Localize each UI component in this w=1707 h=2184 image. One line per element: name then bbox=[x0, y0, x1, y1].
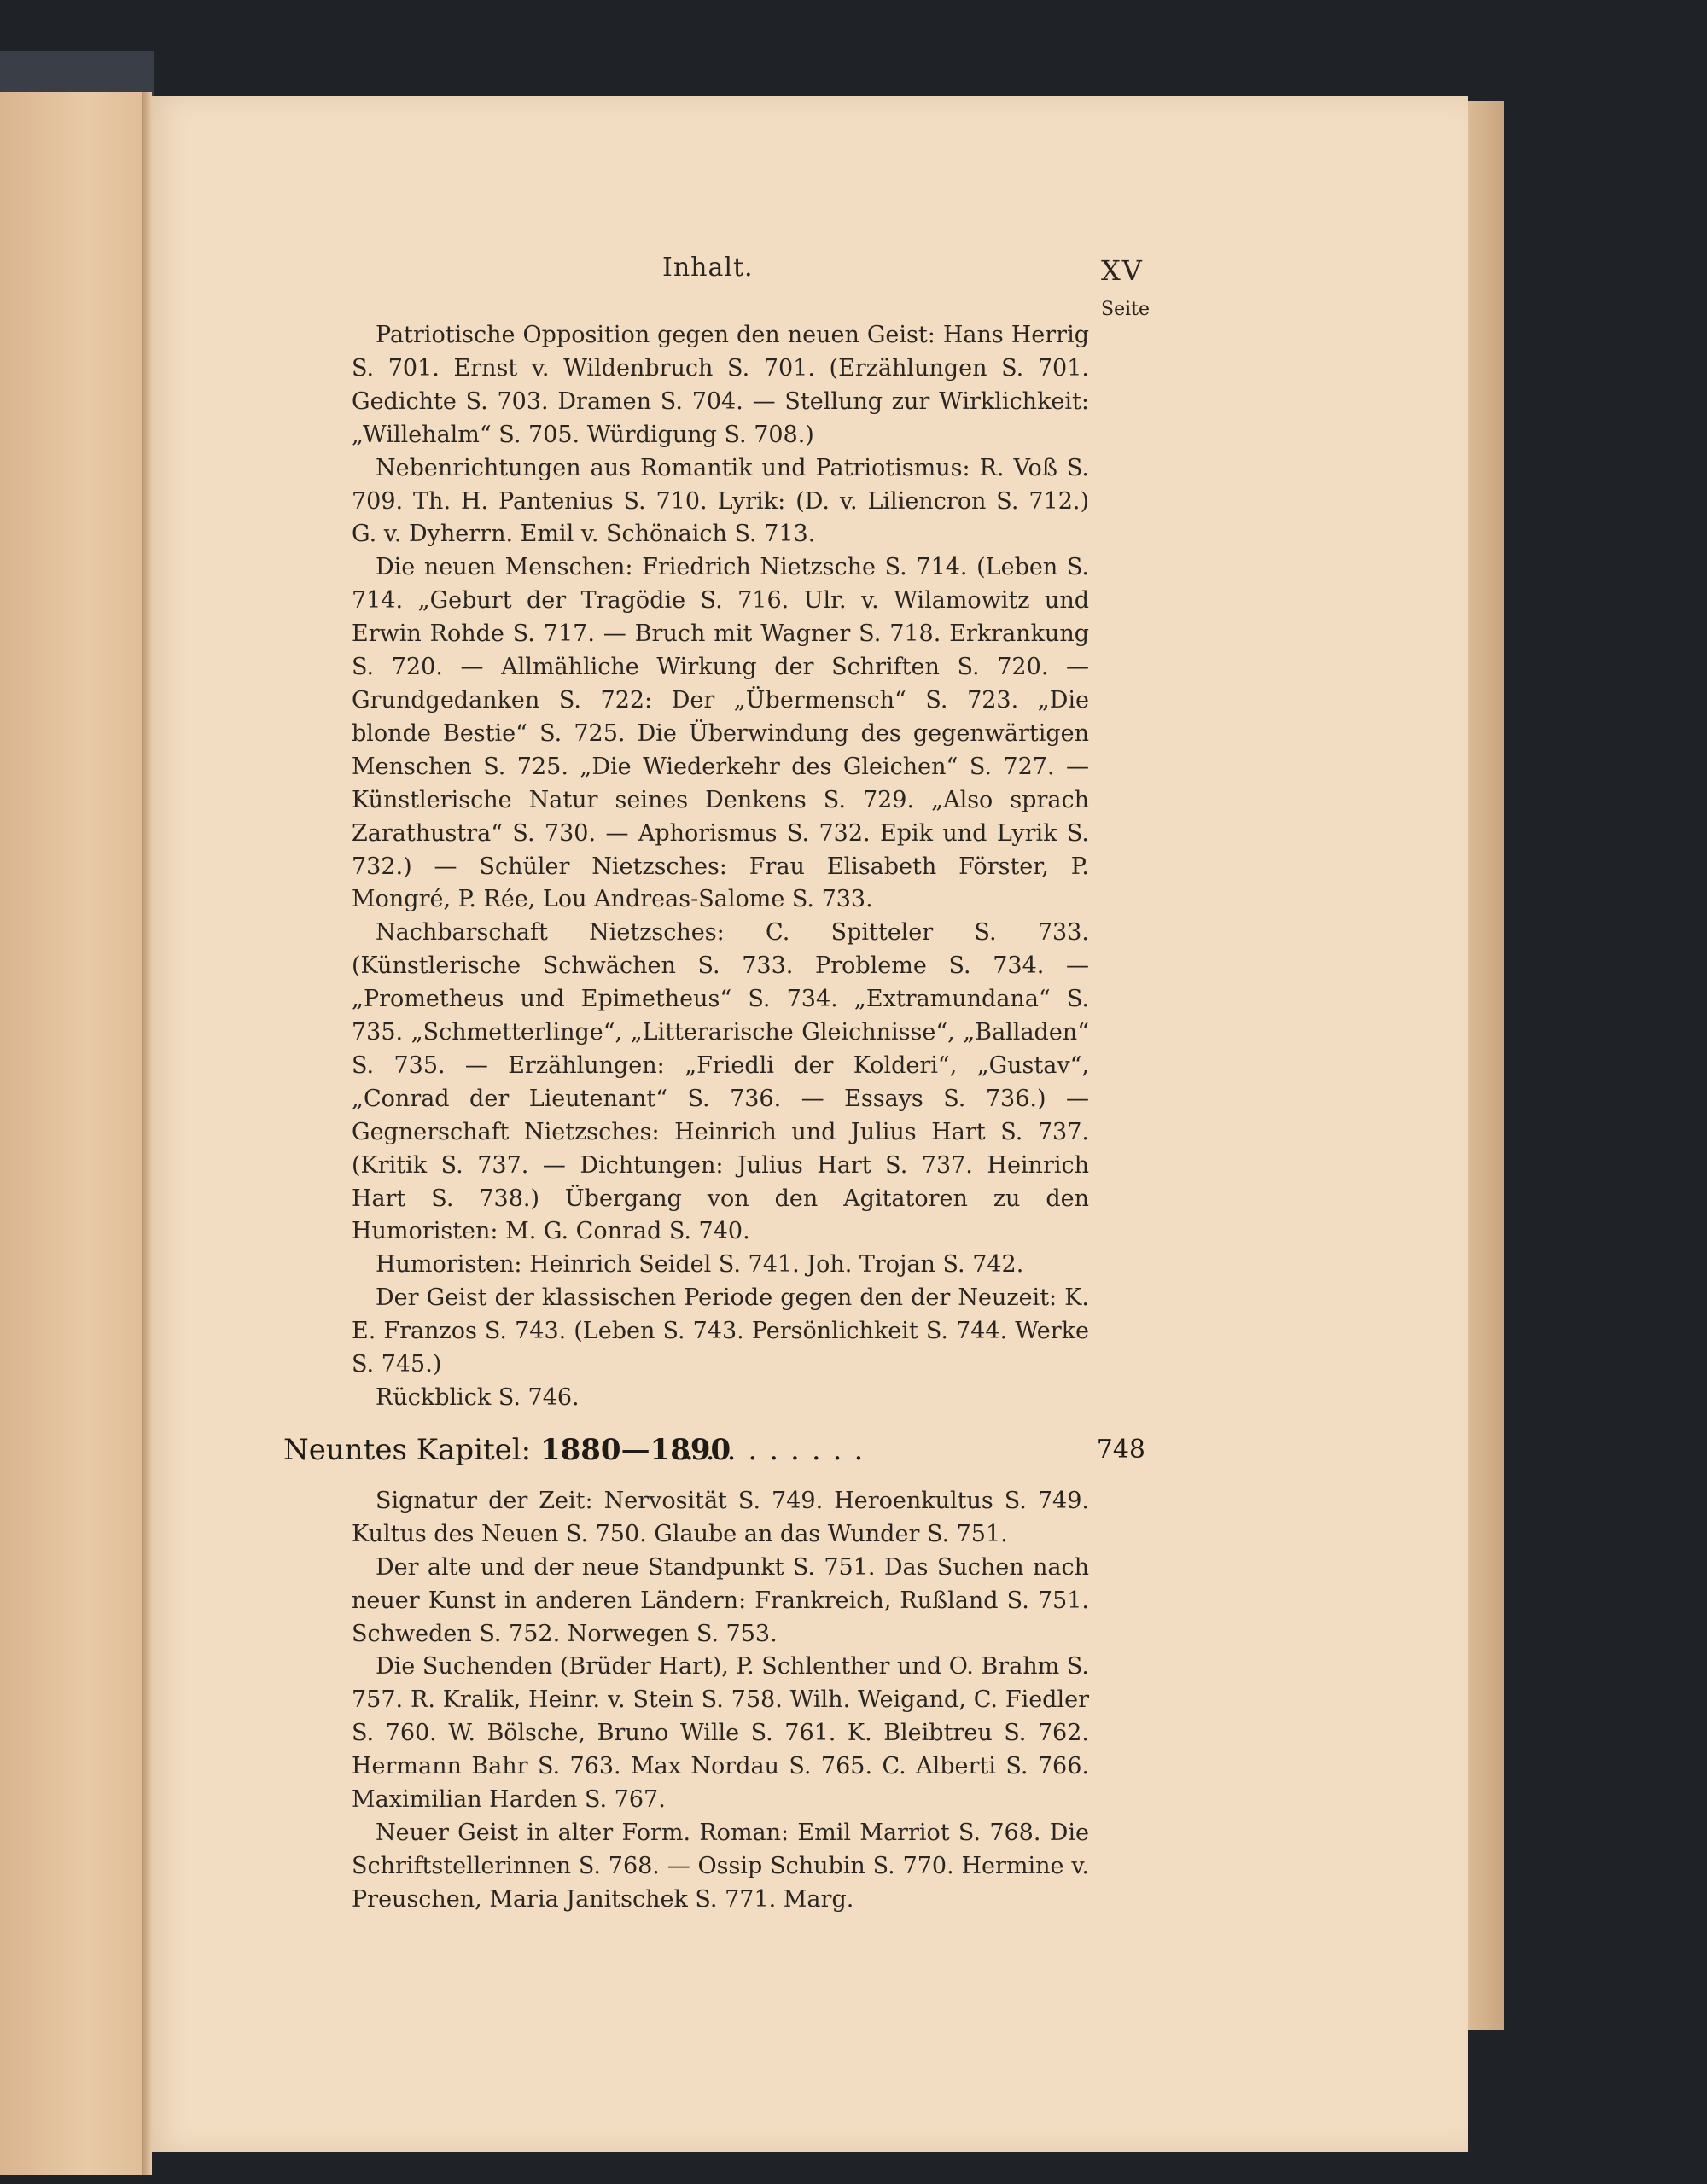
toc-entry: Die neuen Menschen: Friedrich Nietzsche S. 714. (Leben S. 714. „Geburt der Tragödie S. 716. Ulr. v. Wilamowitz und Erwin Rohde S. 717. — Bruch mit Wagner S. 718. Erkrankung S. 720. — Allmähliche Wirkung der Schriften S. 720. — Grundgedanken S. 722: Der „Übermensch“ S. 723. „Die blonde Bestie“ S. 725. Die Überwindung des gegenwärtigen Menschen S. 725. „Die Wiederkehr des Gleichen“ S. 727. — Künstlerische Natur seines Denkens S. 729. „Also sprach Zarathustra“ S. 730. — Aphorismus S. 732. Epik und Lyrik S. 732.) — Schüler Nietzsches: Frau Elisabeth Förster, P. Mongré, P. Rée, Lou Andreas-Salome S. 733. bbox=[352, 554, 1089, 913]
toc-body bbox=[283, 319, 1145, 1917]
toc-entry: Nachbarschaft Nietzsches: C. Spitteler S. 733. (Künstlerische Schwächen S. 733. Probleme S. 734. — „Prometheus und Epimetheus“ S. 734. „Extramundana“ S. 735. „Schmetterlinge“, „Litterarische Gleichnisse“, „Balladen“ S. 735. — Erzählungen: „Friedli der Kolderi“, „Gustav“, „Conrad der Lieutenant“ S. 736. — Essays S. 736.) — Gegnerschaft Nietzsches: Heinrich und Julius Hart S. 737. (Kritik S. 737. — Dichtungen: Julius Hart S. 737. Heinrich Hart S. 738.) Übergang von den Agitatoren zu den Humoristen: M. G. Conrad S. 740. bbox=[352, 919, 1089, 1245]
toc-entry: Die Suchenden (Brüder Hart), P. Schlenther und O. Brahm S. 757. R. Kralik, Heinr. v. Stein S. 758. Wilh. Weigand, C. Fiedler S. 760. W. Bölsche, Bruno Wille S. 761. K. Bleibtreu S. 762. Hermann Bahr S. 763. Max Nordau S. 765. C. Alberti S. 766. Maximilian Harden S. 767. bbox=[352, 1653, 1089, 1814]
chapter-title-group bbox=[283, 1427, 731, 1473]
dot-leader: ......... bbox=[685, 1432, 876, 1467]
toc-entry: Humoristen: Heinrich Seidel S. 741. Joh. Trojan S. 742. bbox=[376, 1251, 1024, 1278]
column-label: Seite bbox=[1101, 299, 1150, 320]
toc-entry: Patriotische Opposition gegen den neuen Geist: Hans Herrig S. 701. Ernst v. Wildenbruch S. 701. (Erzählungen S. 701. Gedichte S. 703. Dramen S. 704. — Stellung zur Wirklichkeit: „Willehalm“ S. 705. Würdigung S. 708.) bbox=[352, 322, 1089, 448]
toc-entry: Neuer Geist in alter Form. Roman: Emil Marriot S. 768. Die Schriftstellerinnen S. 768. — Ossip Schubin S. 770. Hermine v. Preuschen, Maria Janitschek S. 771. Marg. bbox=[352, 1819, 1089, 1913]
toc-entry: Rückblick S. 746. bbox=[376, 1384, 580, 1411]
chapter-years: 1880—1890 bbox=[539, 1432, 731, 1467]
toc-entry: Der Geist der klassischen Periode gegen den der Neuzeit: K. E. Franzos S. 743. (Leben S. 743. Persönlichkeit S. 744. Werke S. 745.) bbox=[352, 1284, 1089, 1378]
book-gutter bbox=[142, 92, 152, 2175]
chapter-page: 748 bbox=[1096, 1434, 1145, 1465]
page-number: XV bbox=[1101, 254, 1144, 287]
left-page bbox=[0, 92, 147, 2175]
toc-entry: Nebenrichtungen aus Romantik und Patriotismus: R. Voß S. 709. Th. H. Pantenius S. 710. Lyrik: (D. v. Liliencron S. 712.) G. v. Dyherrn. Emil v. Schönaich S. 713. bbox=[352, 454, 1089, 548]
chapter-title: Neuntes Kapitel: bbox=[283, 1432, 532, 1467]
toc-entry: Signatur der Zeit: Nervosität S. 749. Heroenkultus S. 749. Kultus des Neuen S. 750. Glaube an das Wunder S. 751. bbox=[352, 1487, 1089, 1547]
chapter-heading bbox=[283, 1427, 1145, 1473]
toc-entry: Der alte und der neue Standpunkt S. 751. Das Suchen nach neuer Kunst in anderen Ländern: Frankreich, Rußland S. 751. Schweden S. 752. Norwegen S. 753. bbox=[352, 1553, 1089, 1647]
running-head: Inhalt. bbox=[662, 253, 754, 282]
